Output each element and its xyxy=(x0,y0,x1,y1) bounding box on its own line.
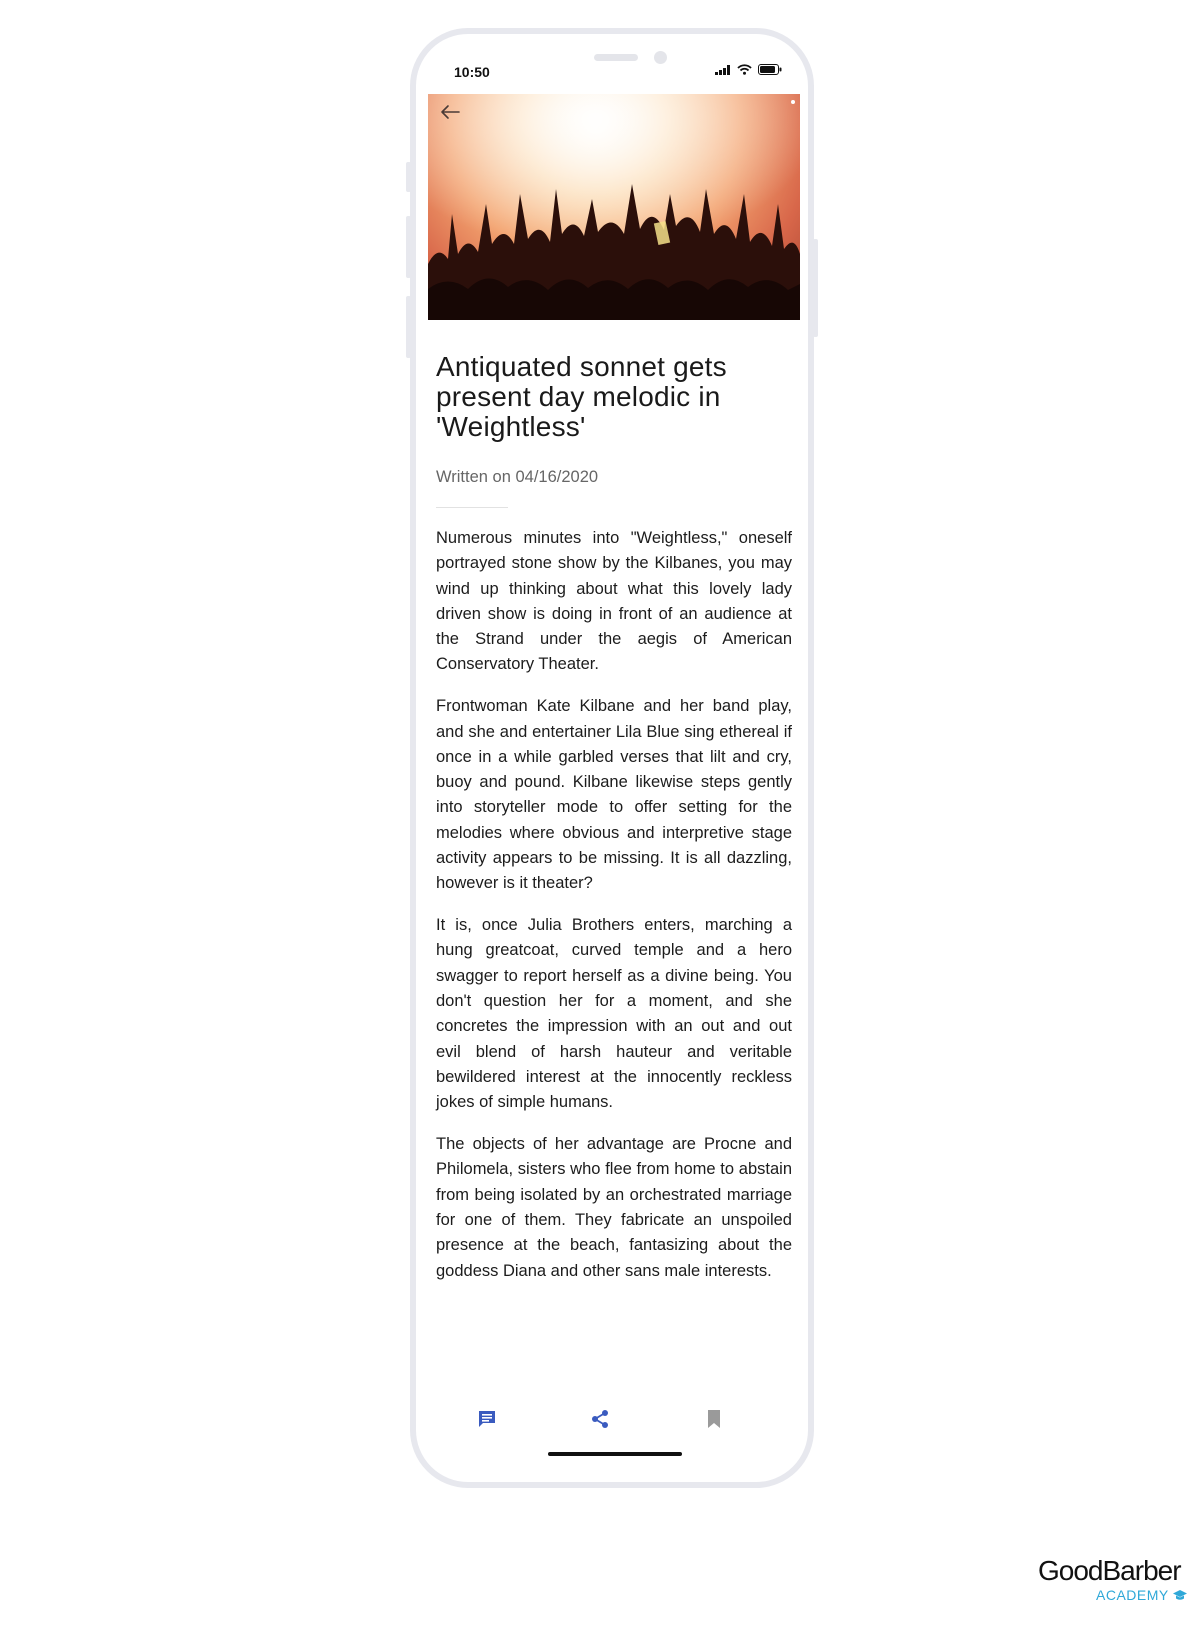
signal-icon xyxy=(715,65,731,75)
battery-icon xyxy=(758,64,782,75)
share-button[interactable] xyxy=(585,1404,615,1434)
back-arrow-icon xyxy=(440,104,460,120)
article-date: Written on 04/16/2020 xyxy=(436,468,599,486)
status-icons xyxy=(715,64,782,75)
bookmark-icon xyxy=(706,1409,722,1429)
article-paragraph: Frontwoman Kate Kilbane and her band play, and she and entertainer Lila Blue sing ethereal if once in a while garbled verses that lilt and cry, buoy and pound. Kilbane likewise steps gently into storyteller mode to offer setting for the melodies where obvious and interpretive stage activity appears to be missing. It is all dazzling, however is it theater? xyxy=(436,697,792,893)
concert-crowd-image xyxy=(428,94,800,320)
article-toolbar xyxy=(416,1404,808,1434)
logo-academy-label: ACADEMY xyxy=(1096,1587,1169,1603)
article-paragraph: Numerous minutes into "Weightless," oneself portrayed stone show by the Kilbanes, you may wind up thinking about what this lovely lady driven show is doing in front of an audience at the Strand under the aegis of American Conservatory Theater. xyxy=(436,529,792,674)
power-button xyxy=(813,239,818,337)
front-camera xyxy=(654,51,667,64)
volume-up-button xyxy=(406,216,411,278)
wifi-icon xyxy=(737,64,752,75)
goodbarber-academy-logo xyxy=(1038,1555,1188,1605)
logo-academy xyxy=(1096,1587,1187,1603)
volume-down-button xyxy=(406,296,411,358)
article-body xyxy=(436,352,792,1300)
mute-switch xyxy=(406,162,411,192)
graduation-cap-icon xyxy=(1173,1590,1187,1601)
share-icon xyxy=(590,1409,610,1429)
article-paragraph: The objects of her advantage are Procne and Philomela, sisters who flee from home to abstain from being isolated by an orchestrated marriage for one of them. They fabricate an unspoiled presence at the beach, fantasizing about the goddess Diana and other sans male interests. xyxy=(436,1135,792,1280)
divider xyxy=(436,507,508,508)
article-paragraph: It is, once Julia Brothers enters, marching a hung greatcoat, curved temple and a hero swagger to report herself as a divine being. You don't question her for a moment, and she concretes the impression with an out and out evil blend of harsh hauteur and veritable bewildered interest at the innocently reckless jokes of simple humans. xyxy=(436,916,792,1112)
comment-icon xyxy=(477,1409,497,1429)
back-button[interactable] xyxy=(440,104,466,130)
speaker xyxy=(594,54,638,61)
article-title: Antiquated sonnet gets present day melodic in 'Weightless' xyxy=(436,351,727,442)
home-indicator xyxy=(548,1452,682,1456)
logo-wordmark: GoodBarber xyxy=(1038,1555,1181,1586)
status-time: 10:50 xyxy=(454,64,490,80)
hero-image xyxy=(428,94,800,320)
comments-button[interactable] xyxy=(472,1404,502,1434)
phone-frame xyxy=(410,28,814,1488)
bookmark-button[interactable] xyxy=(699,1404,729,1434)
